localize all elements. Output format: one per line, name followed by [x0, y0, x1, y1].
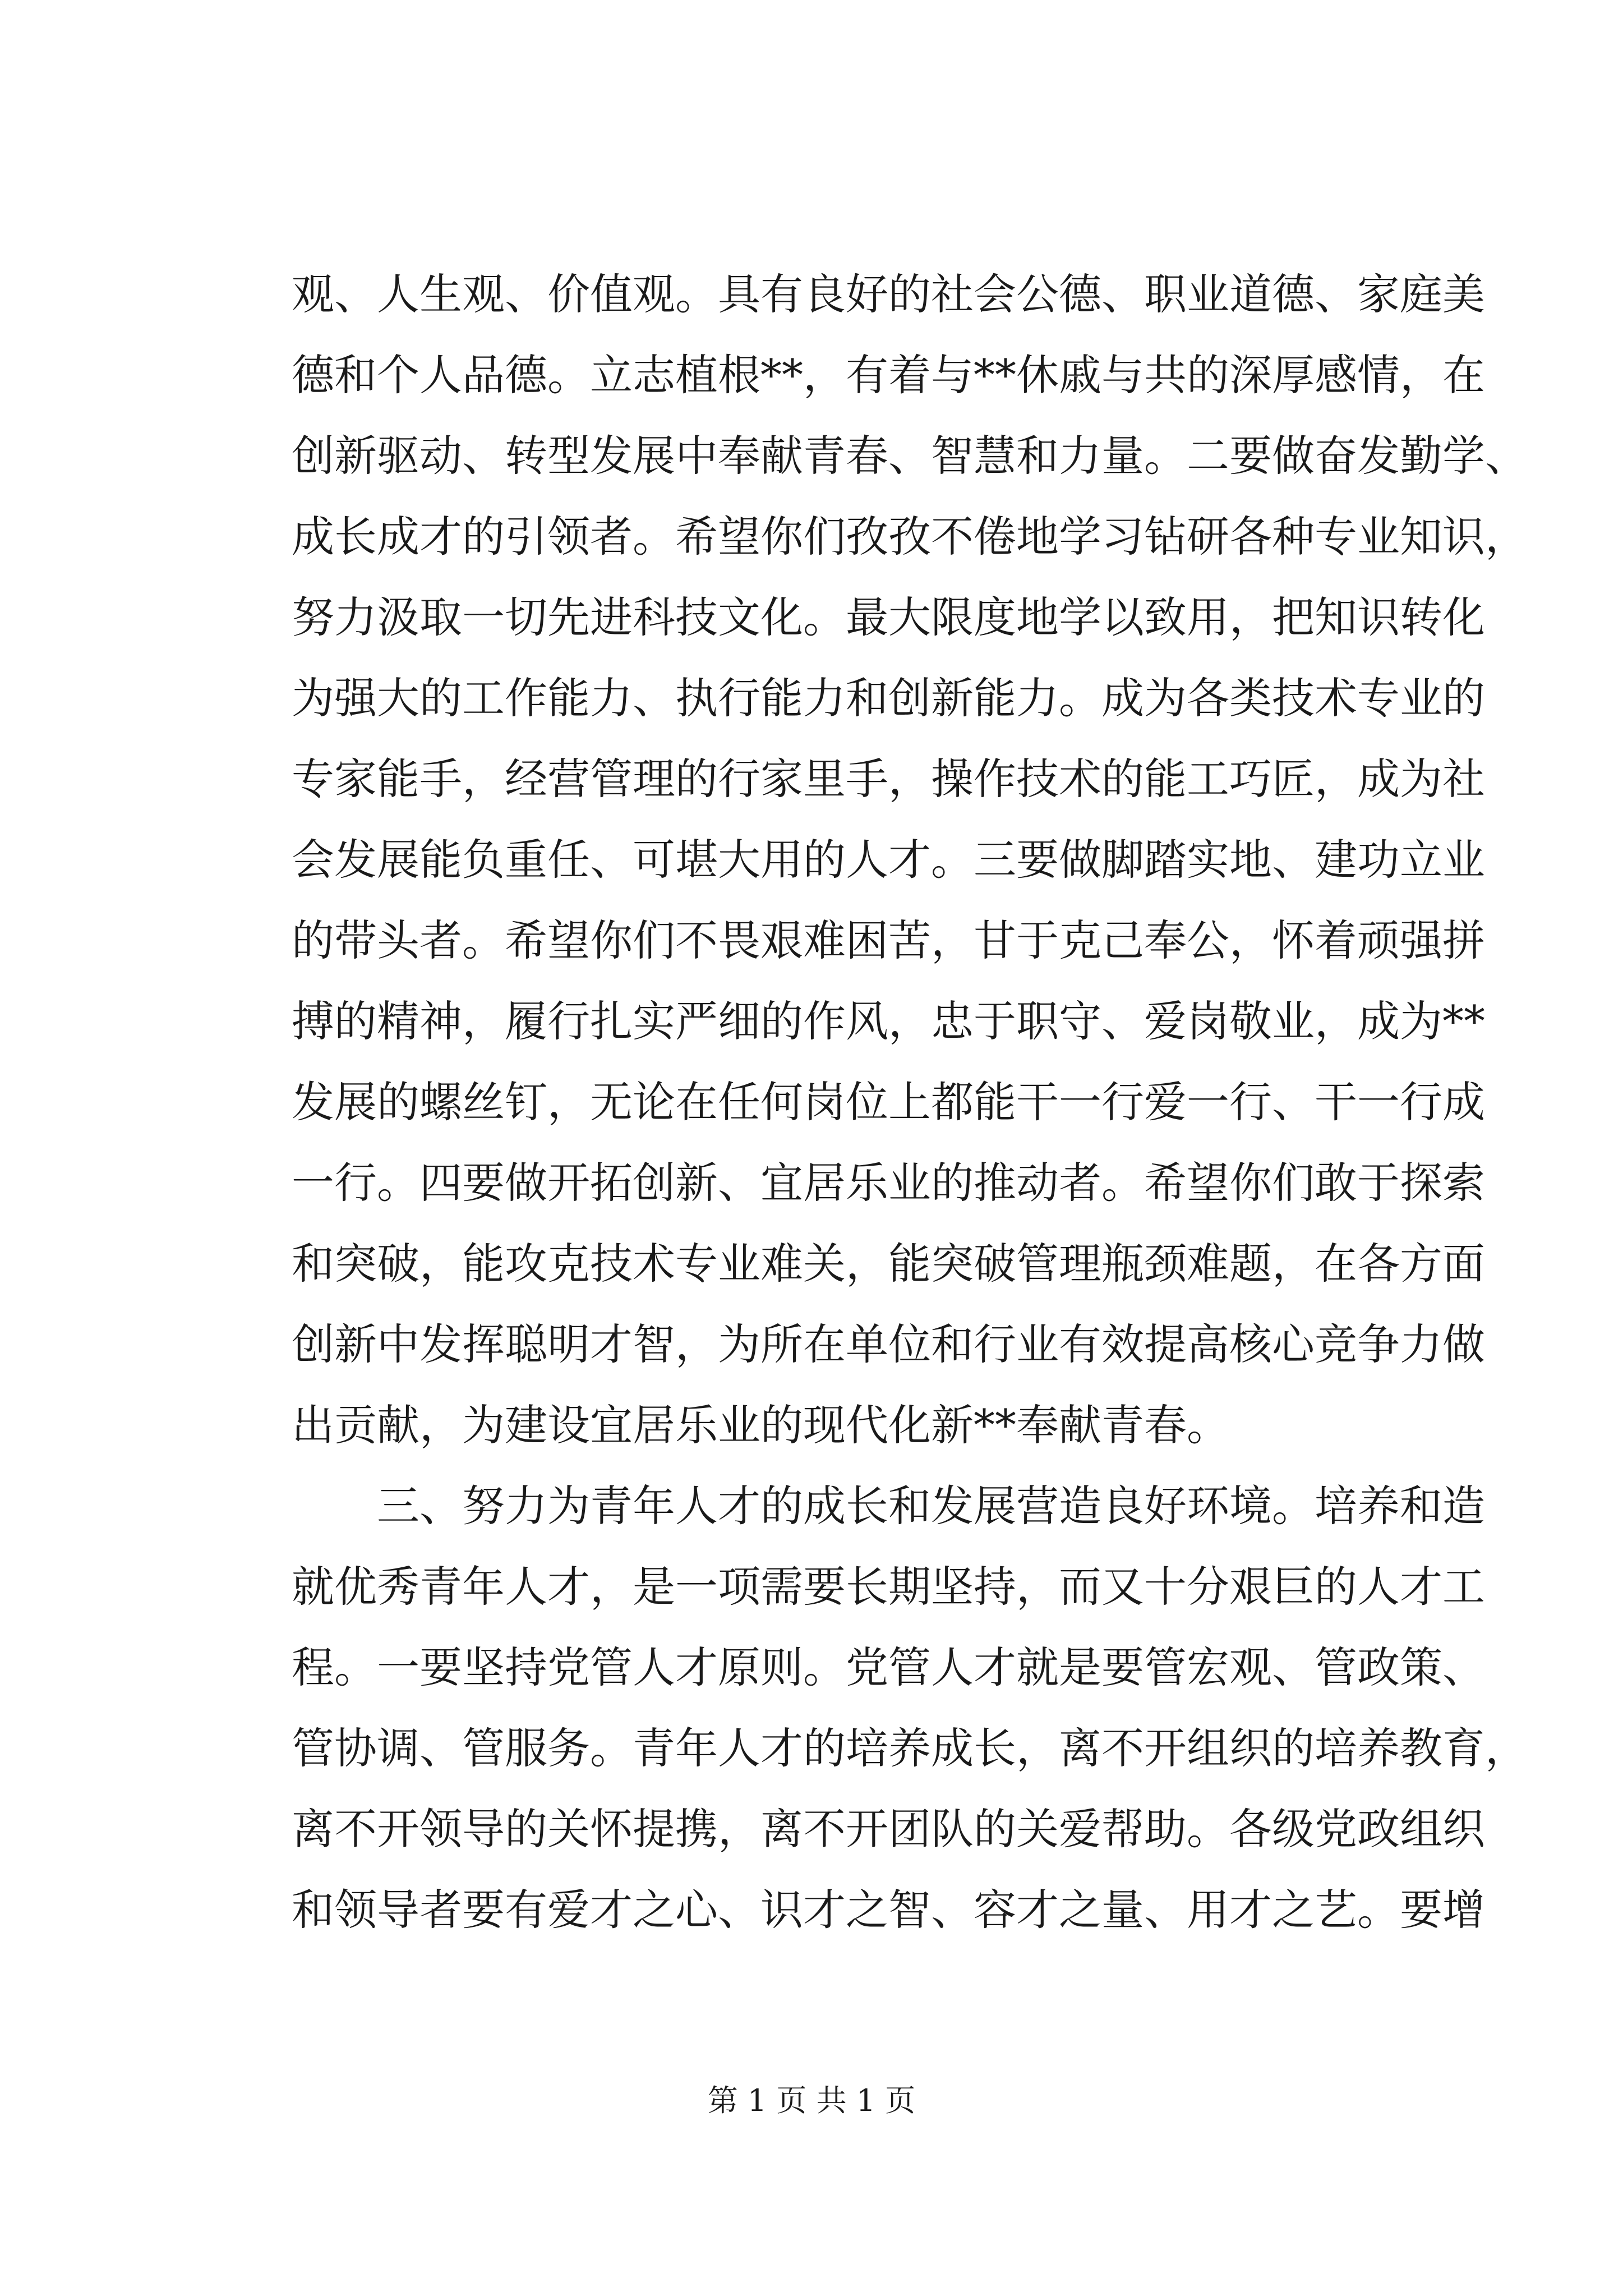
body-text	[292, 254, 1528, 1950]
text-line: 就优秀青年人才，是一项需要长期坚持，而又十分艰巨的人才工	[292, 1562, 1485, 1612]
text-line: 发展的螺丝钉，无论在任何岗位上都能干一行爱一行、干一行成	[292, 1077, 1485, 1127]
text-line: 三、努力为青年人才的成长和发展营造良好环境。培养和造	[292, 1481, 1485, 1531]
text-line: 成长成才的引领者。希望你们孜孜不倦地学习钻研各种专业知识，	[292, 512, 1528, 562]
text-line: 努力汲取一切先进科技文化。最大限度地学以致用，把知识转化	[292, 592, 1485, 642]
text-line: 程。一要坚持党管人才原则。党管人才就是要管宏观、管政策、	[292, 1642, 1485, 1692]
text-line: 专家能手，经营管理的行家里手，操作技术的能工巧匠，成为社	[292, 754, 1485, 804]
text-line: 和领导者要有爱才之心、识才之智、容才之量、用才之艺。要增	[292, 1885, 1485, 1935]
text-line: 会发展能负重任、可堪大用的人才。三要做脚踏实地、建功立业	[292, 835, 1485, 885]
text-line: 观、人生观、价值观。具有良好的社会公德、职业道德、家庭美	[292, 269, 1485, 319]
text-line: 出贡献，为建设宜居乐业的现代化新**奉献青春。	[292, 1400, 1229, 1450]
text-line: 创新驱动、转型发展中奉献青春、智慧和力量。二要做奋发勤学、	[292, 431, 1528, 481]
text-line: 德和个人品德。立志植根**，有着与**休戚与共的深厚感情，在	[292, 350, 1485, 400]
text-line: 搏的精神，履行扎实严细的作风，忠于职守、爱岗敬业，成为**	[292, 996, 1485, 1046]
text-line: 创新中发挥聪明才智，为所在单位和行业有效提高核心竞争力做	[292, 1319, 1485, 1369]
text-line: 一行。四要做开拓创新、宜居乐业的推动者。希望你们敢于探索	[292, 1158, 1485, 1208]
text-line: 离不开领导的关怀提携，离不开团队的关爱帮助。各级党政组织	[292, 1804, 1485, 1854]
text-line: 和突破，能攻克技术专业难关，能突破管理瓶颈难题，在各方面	[292, 1239, 1485, 1289]
page-footer: 第 1 页 共 1 页	[707, 2083, 916, 2118]
text-line: 的带头者。希望你们不畏艰难困苦，甘于克己奉公，怀着顽强拼	[292, 915, 1485, 965]
text-line: 管协调、管服务。青年人才的培养成长，离不开组织的培养教育，	[292, 1723, 1528, 1773]
text-line: 为强大的工作能力、执行能力和创新能力。成为各类技术专业的	[292, 673, 1485, 723]
